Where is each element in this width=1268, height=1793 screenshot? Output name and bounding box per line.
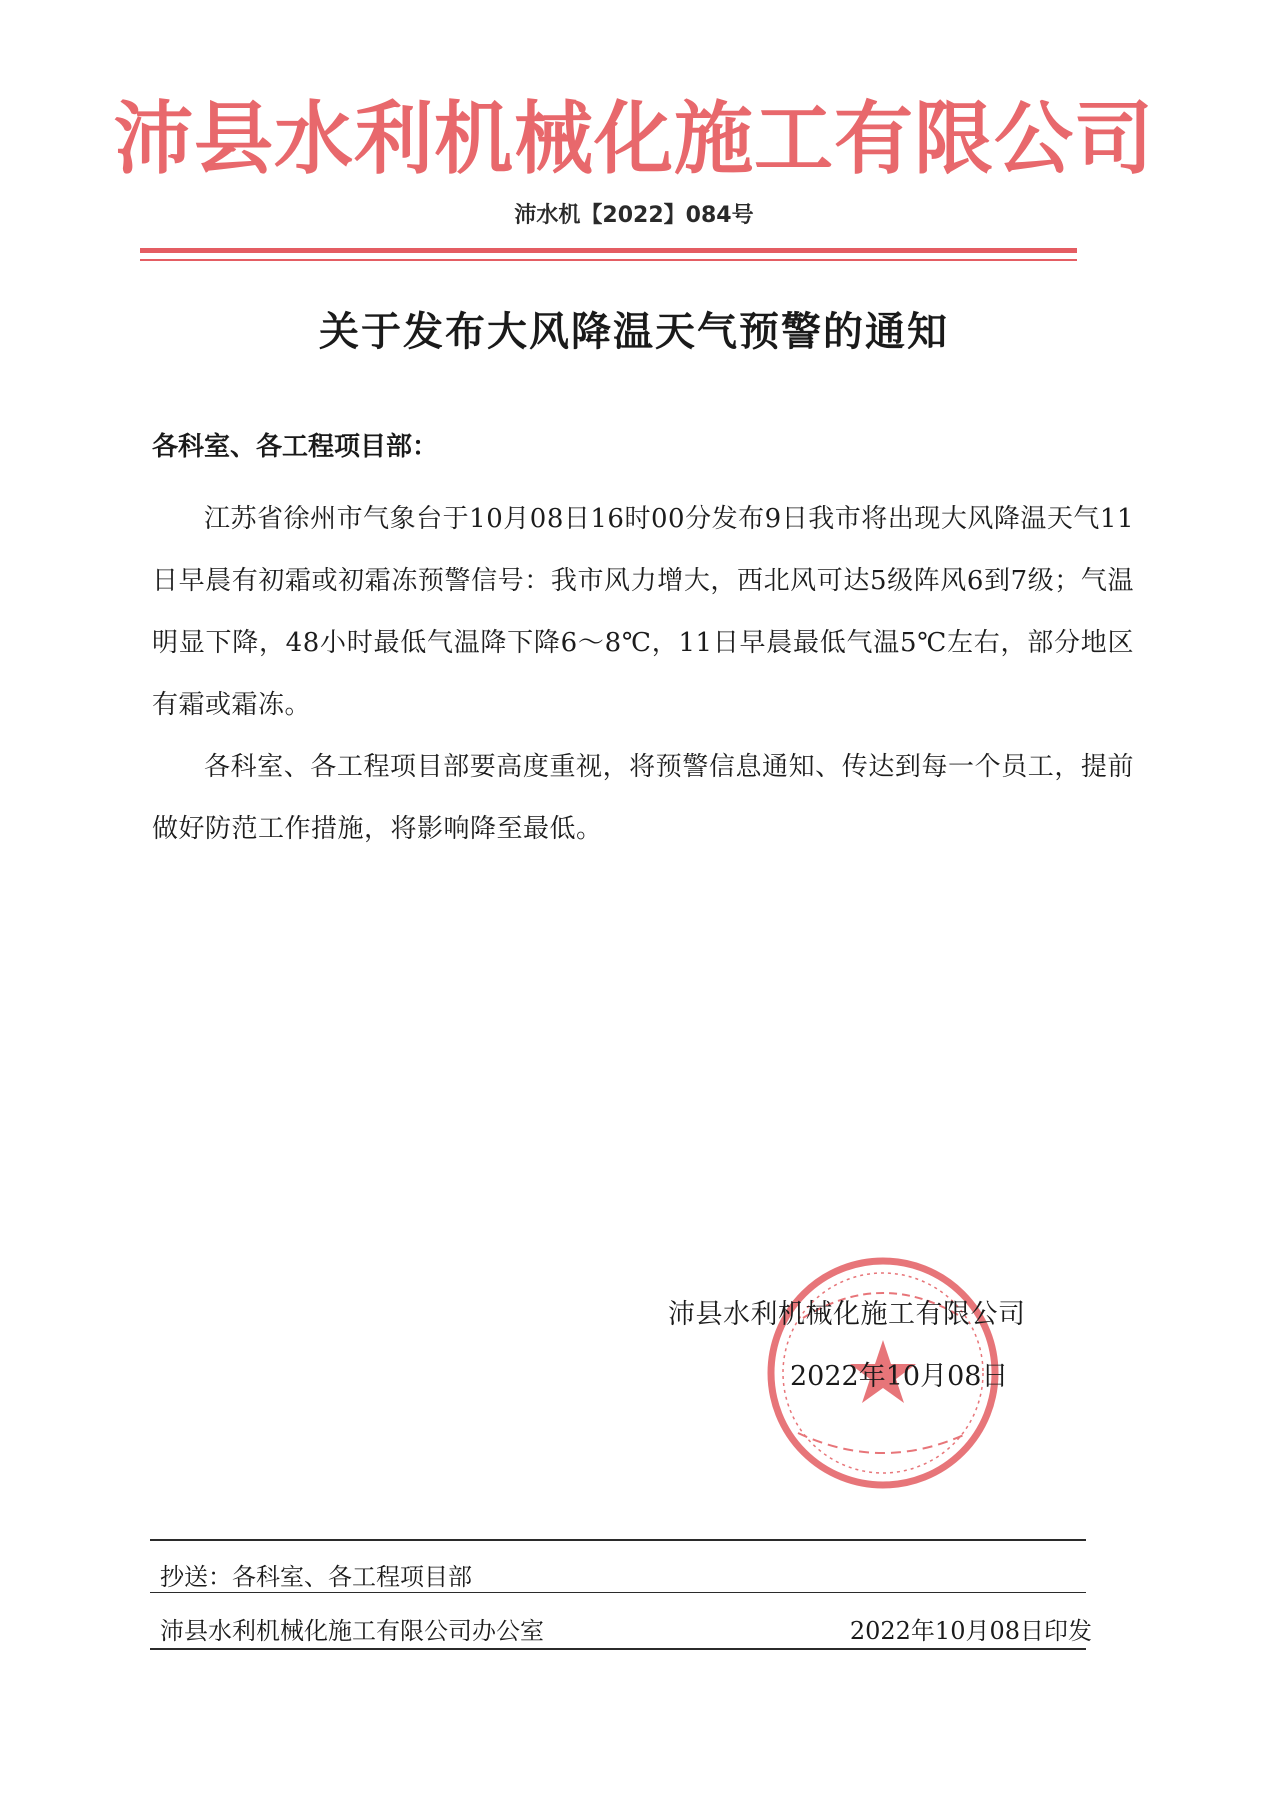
footer-rule-bottom — [150, 1648, 1086, 1650]
body-paragraph: 江苏省徐州市气象台于10月08日16时00分发布9日我市将出现大风降温天气11日早晨有初霜或初霜冻预警信号：我市风力增大，西北风可达5级阵风6到7级；气温明显下降，48小时最低气温降下降6～8℃，11日早晨最低气温5℃左右，部分地区有霜或霜冻。 — [152, 504, 1134, 720]
signature-organization: 沛县水利机械化施工有限公司 — [668, 1299, 1026, 1330]
document-number: 沛水机【2022】084号 — [514, 203, 754, 228]
notice-body — [152, 488, 1134, 860]
issuing-office: 沛县水利机械化施工有限公司办公室 — [160, 1617, 544, 1645]
footer-rule-middle — [150, 1592, 1086, 1593]
org-header: 沛县水利机械化施工有限公司 — [114, 93, 1154, 185]
document-title: 关于发布大风降温天气预警的通知 — [319, 309, 949, 355]
body-paragraph: 各科室、各工程项目部要高度重视，将预警信息通知、传达到每一个员工，提前做好防范工作措施，将影响降至最低。 — [152, 752, 1134, 844]
signature-date: 2022年10月08日 — [790, 1361, 1009, 1392]
red-divider — [140, 248, 1077, 253]
red-divider-thin — [140, 259, 1077, 261]
cc-recipients: 抄送：各科室、各工程项目部 — [160, 1563, 472, 1591]
footer-rule-top — [150, 1539, 1086, 1541]
salutation: 各科室、各工程项目部： — [152, 432, 439, 462]
print-date: 2022年10月08日印发 — [849, 1617, 1092, 1645]
